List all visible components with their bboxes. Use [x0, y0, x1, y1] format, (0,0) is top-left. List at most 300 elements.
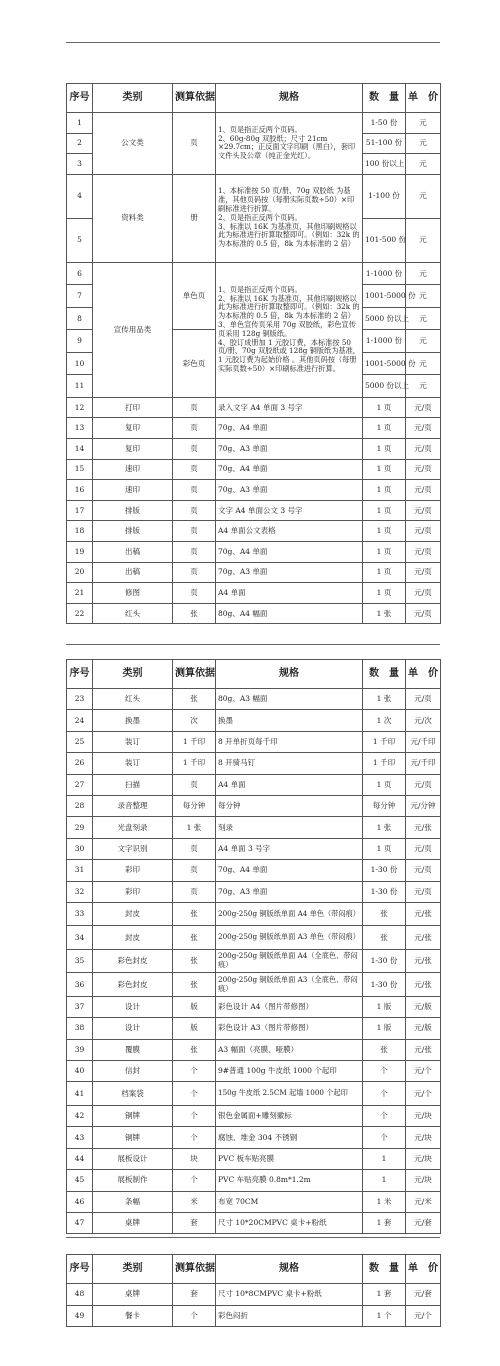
table-row: 2 51-100 份 元	[67, 133, 441, 154]
row-number: 22	[67, 603, 93, 624]
spec-cell: 70g、A3 单面	[216, 881, 363, 902]
row-number: 33	[67, 902, 93, 926]
quantity-cell: 1 页	[363, 500, 406, 521]
row-number: 13	[67, 418, 93, 439]
table-row	[67, 1018, 441, 1039]
table-row	[67, 583, 441, 604]
category-cell: 条幅	[93, 1191, 173, 1212]
category-cell: 装订	[93, 753, 173, 774]
row-number: 23	[67, 689, 93, 710]
price-cell: 元/版	[406, 1018, 441, 1039]
header-no: 序号	[67, 84, 93, 113]
basis-cell: 张	[173, 973, 216, 997]
basis-cell: 张	[173, 902, 216, 926]
category-cell: 公文类	[93, 113, 173, 175]
price-cell: 元/张	[406, 817, 441, 838]
basis-cell: 页	[173, 397, 216, 418]
price-cell: 元/页	[406, 397, 441, 418]
spec-cell: 70g、A3 单面	[216, 438, 363, 459]
spec-cell: 银色金属面+雕刻徽标	[216, 1105, 363, 1126]
price-cell: 元/张	[406, 949, 441, 973]
table-row	[67, 603, 441, 624]
table-row	[67, 973, 441, 997]
table-row	[67, 1039, 441, 1060]
basis-cell: 米	[173, 1191, 216, 1212]
quantity-cell: 1 张	[363, 689, 406, 710]
price-cell: 元/块	[406, 1105, 441, 1126]
spec-cell: 1、本标准按 50 页/册、70g 双胶纸 为基准，其他页码按（每册实际页数÷50）×印刷标准进行折算。 2、页是指正反两个页码。 3、标准以 16K 为基准页，其他印刷规格以此为标准进行折算取整即可。（例如：32k 的为本标准的 0.5 倍，8k 为本标准的 2 倍）	[216, 174, 363, 262]
basis-cell: 页	[173, 774, 216, 795]
basis-cell: 单色页	[173, 262, 216, 330]
basis-cell: 个	[173, 1170, 216, 1191]
price-cell: 元/个	[406, 1082, 441, 1106]
header-spec: 规格	[216, 1255, 363, 1284]
quantity-cell: 1 页	[363, 480, 406, 501]
spec-cell: 彩色闷折	[216, 1305, 363, 1327]
category-cell: 速印	[93, 459, 173, 480]
table-row	[67, 795, 441, 816]
row-number: 21	[67, 583, 93, 604]
category-cell: 展板设计	[93, 1148, 173, 1169]
table-header-row	[67, 660, 441, 689]
spec-cell: 70g、A4 单面	[216, 459, 363, 480]
row-number: 18	[67, 521, 93, 542]
price-cell: 元/套	[406, 1284, 441, 1306]
table-row: 11 5000 份以上 元	[67, 375, 441, 398]
price-cell: 元/块	[406, 1148, 441, 1169]
quantity-cell: 1 页	[363, 562, 406, 583]
basis-cell: 块	[173, 1148, 216, 1169]
category-cell: 彩色封皮	[93, 949, 173, 973]
price-cell: 元/页	[406, 541, 441, 562]
table-row	[67, 1148, 441, 1169]
price-cell: 元/张	[406, 902, 441, 926]
price-cell: 元/页	[406, 418, 441, 439]
spec-cell: 录入文字 A4 单面 3 号字	[216, 397, 363, 418]
price-cell: 元/版	[406, 996, 441, 1017]
basis-cell: 页	[173, 480, 216, 501]
quantity-cell: 1 套	[363, 1212, 406, 1233]
spec-cell: A4 单面 3 号字	[216, 838, 363, 859]
basis-cell: 页	[173, 838, 216, 859]
quantity-cell: 1 版	[363, 1018, 406, 1039]
row-number: 38	[67, 1018, 93, 1039]
row-number: 29	[67, 817, 93, 838]
basis-cell: 页	[173, 562, 216, 583]
table-row	[67, 500, 441, 521]
row-number: 28	[67, 795, 93, 816]
spec-cell: A4 单面	[216, 774, 363, 795]
spec-cell: 200g-250g 铜版纸单面 A4 单色（带闷痕）	[216, 902, 363, 926]
table-row: 1 公文类 页 1、页是指正反两个页码。 2、60g-80g 双胶纸；尺寸 21cm ×29.7cm；正反面文字印刷（黑白），套印文件头及公章（纯正金光红）。 1-50 份 元	[67, 113, 441, 134]
quantity-cell: 1-30 份	[363, 949, 406, 973]
quantity-cell: 1 页	[363, 459, 406, 480]
spec-cell: 80g、A4 幅面	[216, 603, 363, 624]
category-cell: 封皮	[93, 902, 173, 926]
price-cell: 元/页	[406, 500, 441, 521]
table-row	[67, 753, 441, 774]
basis-cell: 个	[173, 1082, 216, 1106]
basis-cell: 页	[173, 881, 216, 902]
quantity-cell: 1 套	[363, 1284, 406, 1306]
price-cell: 元/个	[406, 1061, 441, 1082]
quantity-cell: 1 张	[363, 817, 406, 838]
header-quantity: 数 量	[363, 660, 406, 689]
quantity-cell: 1-30 份	[363, 860, 406, 881]
table-row	[67, 418, 441, 439]
row-number: 46	[67, 1191, 93, 1212]
spec-cell: 尺寸 10*20CMPVC 桌卡+粉纸	[216, 1212, 363, 1233]
row-number: 39	[67, 1039, 93, 1060]
header-quantity: 数 量	[363, 84, 406, 113]
spec-cell: 尺寸 10*8CMPVC 桌卡+粉纸	[216, 1284, 363, 1306]
header-basis: 测算依据	[173, 660, 216, 689]
basis-cell: 个	[173, 1105, 216, 1126]
table-row	[67, 774, 441, 795]
price-cell: 元/页	[406, 583, 441, 604]
basis-cell: 页	[173, 438, 216, 459]
category-cell: 录音整理	[93, 795, 173, 816]
category-cell: 封皮	[93, 926, 173, 950]
table-row: 4 资料类 册 1、本标准按 50 页/册、70g 双胶纸 为基准，其他页码按（每册实际页数÷50）×印刷标准进行折算。 2、页是指正反两个页码。 3、标准以 16K 为基准页，其他印刷规格以此为标准进行折算取整即可。（例如：32k 的为本标准的 0.5 倍，8k 为本标准的 2 倍） 1-100 份 元	[67, 174, 441, 218]
row-number: 32	[67, 881, 93, 902]
row-number: 36	[67, 973, 93, 997]
spec-cell: 8 开骑马钉	[216, 753, 363, 774]
table-row: 3 100 份以上 元	[67, 154, 441, 175]
row-number: 24	[67, 710, 93, 731]
row-number: 37	[67, 996, 93, 1017]
table-row: 5 101-500 份 元	[67, 218, 441, 262]
row-number: 44	[67, 1148, 93, 1169]
basis-cell: 张	[173, 689, 216, 710]
spec-cell: PVC 车贴亮膜 0.8m*1.2m	[216, 1170, 363, 1191]
table-row	[67, 731, 441, 752]
category-cell: 排版	[93, 521, 173, 542]
header-category: 类别	[93, 1255, 173, 1284]
basis-cell: 1 千印	[173, 753, 216, 774]
table-row: 6 宣传用品类 单色页 1、页是指正反两个页码。 2、标准以 16K 为基准页，其他印刷规格以此为标准进行折算取整即可。（例如：32k 的为本标准的 0.5 倍，8k 为本标准的 2 倍） 3、单色宣传页采用 70g 双胶纸，彩色宣传页采用 128g 铜版纸。 4、胶订成册加 1 元胶订费，本标准按 50 页/册、70g 双胶纸或 128g 铜版纸为基准，1 元胶订费为起始价格 。其他页码按（每册实际页数÷50）×印刷标准进行折算。 1-1000 份 元	[67, 262, 441, 285]
quantity-cell: 1 页	[363, 438, 406, 459]
row-number: 17	[67, 500, 93, 521]
category-cell: 修图	[93, 583, 173, 604]
spec-cell: 布宽 70CM	[216, 1191, 363, 1212]
table-row	[67, 1061, 441, 1082]
category-cell: 彩色封皮	[93, 973, 173, 997]
table-row	[67, 926, 441, 950]
quantity-cell: 1	[363, 1148, 406, 1169]
spec-cell: A4 单面	[216, 583, 363, 604]
price-cell: 元/千印	[406, 731, 441, 752]
quantity-cell: 1 千印	[363, 753, 406, 774]
table-row	[67, 1082, 441, 1106]
price-cell: 元/页	[406, 881, 441, 902]
top-rule	[66, 42, 440, 43]
category-cell: 打印	[93, 397, 173, 418]
category-cell: 彩印	[93, 860, 173, 881]
row-number: 48	[67, 1284, 93, 1306]
row-number: 43	[67, 1127, 93, 1148]
table-row	[67, 1105, 441, 1126]
table-row: 10 1001-5000 份 元	[67, 352, 441, 375]
category-cell: 红头	[93, 689, 173, 710]
category-cell: 速印	[93, 480, 173, 501]
price-cell: 元/页	[406, 603, 441, 624]
category-cell: 出稿	[93, 541, 173, 562]
table-header-row	[67, 84, 441, 113]
quantity-cell: 张	[363, 1039, 406, 1060]
row-number: 45	[67, 1170, 93, 1191]
basis-cell: 个	[173, 1061, 216, 1082]
row-number: 12	[67, 397, 93, 418]
basis-cell: 套	[173, 1212, 216, 1233]
quantity-cell: 1 千印	[363, 731, 406, 752]
price-cell: 元/页	[406, 480, 441, 501]
spec-cell: 200g-250g 铜版纸单面 A3（全底色、带闷痕）	[216, 973, 363, 997]
basis-cell: 彩色页	[173, 330, 216, 398]
price-cell: 元/页	[406, 689, 441, 710]
basis-cell: 个	[173, 1305, 216, 1327]
row-number: 40	[67, 1061, 93, 1082]
category-cell: 铜牌	[93, 1127, 173, 1148]
category-cell: 彩印	[93, 881, 173, 902]
category-cell: 档案袋	[93, 1082, 173, 1106]
table-row	[67, 710, 441, 731]
quantity-cell: 个	[363, 1082, 406, 1106]
table-row: 9 彩色页 1-1000 份 元	[67, 330, 441, 353]
header-category: 类别	[93, 660, 173, 689]
section-rule-2	[66, 1237, 440, 1238]
basis-cell: 页	[173, 418, 216, 439]
quantity-cell: 张	[363, 926, 406, 950]
row-number: 27	[67, 774, 93, 795]
table-row	[67, 996, 441, 1017]
spec-cell: 150g 牛皮纸 2.5CM 起墙 1000 个起印	[216, 1082, 363, 1106]
basis-cell: 页	[173, 521, 216, 542]
spec-cell: 换墨	[216, 710, 363, 731]
table-row	[67, 1127, 441, 1148]
basis-cell: 个	[173, 1127, 216, 1148]
basis-cell: 页	[173, 583, 216, 604]
spec-cell: 1、页是指正反两个页码。 2、标准以 16K 为基准页，其他印刷规格以此为标准进行折算取整即可。（例如：32k 的为本标准的 0.5 倍，8k 为本标准的 2 倍） 3、单色宣传页采用 70g 双胶纸，彩色宣传页采用 128g 铜版纸。 4、胶订成册加 1 元胶订费，本标准按 50 页/册、70g 双胶纸或 128g 铜版纸为基准，1 元胶订费为起始价格 。其他页码按（每册实际页数÷50）×印刷标准进行折算。	[216, 262, 363, 397]
category-cell: 复印	[93, 438, 173, 459]
price-cell: 元/页	[406, 838, 441, 859]
price-cell: 元/张	[406, 973, 441, 997]
spec-cell: 刻录	[216, 817, 363, 838]
basis-cell: 页	[173, 860, 216, 881]
basis-cell: 页	[173, 500, 216, 521]
table-row	[67, 902, 441, 926]
category-cell: 信封	[93, 1061, 173, 1082]
row-number: 15	[67, 459, 93, 480]
table-row	[67, 438, 441, 459]
quantity-cell: 1 次	[363, 710, 406, 731]
price-cell: 元/个	[406, 1305, 441, 1327]
header-price: 单 价	[406, 1255, 441, 1284]
quantity-cell: 1 页	[363, 541, 406, 562]
table-row	[67, 838, 441, 859]
header-spec: 规格	[216, 84, 363, 113]
table-row: 8 5000 份以上 元	[67, 307, 441, 330]
quantity-cell: 1 米	[363, 1191, 406, 1212]
quantity-cell: 1 页	[363, 521, 406, 542]
spec-cell: 70g、A4 单面	[216, 418, 363, 439]
price-cell: 元/页	[406, 459, 441, 480]
quantity-cell: 每分钟	[363, 795, 406, 816]
price-cell: 元/套	[406, 1212, 441, 1233]
header-quantity: 数 量	[363, 1255, 406, 1284]
category-cell: 文字识别	[93, 838, 173, 859]
basis-cell: 每分钟	[173, 795, 216, 816]
quantity-cell: 个	[363, 1061, 406, 1082]
row-number: 25	[67, 731, 93, 752]
table-row	[67, 881, 441, 902]
spec-cell: 70g、A4 单面	[216, 860, 363, 881]
quantity-cell: 1 版	[363, 996, 406, 1017]
category-cell: 设计	[93, 1018, 173, 1039]
basis-cell: 页	[173, 541, 216, 562]
header-category: 类别	[93, 84, 173, 113]
basis-cell: 张	[173, 926, 216, 950]
quantity-cell: 1 个	[363, 1305, 406, 1327]
price-cell: 元/千印	[406, 753, 441, 774]
quantity-cell: 1-30 份	[363, 973, 406, 997]
table-row	[67, 1212, 441, 1233]
category-cell: 复印	[93, 418, 173, 439]
header-price: 单 价	[406, 84, 441, 113]
row-number: 14	[67, 438, 93, 459]
price-cell: 元/块	[406, 1127, 441, 1148]
table-row	[67, 541, 441, 562]
table-row	[67, 562, 441, 583]
quantity-cell: 个	[363, 1127, 406, 1148]
spec-cell: 腐蚀、堆金 304 不锈钢	[216, 1127, 363, 1148]
price-cell: 元/页	[406, 438, 441, 459]
category-cell: 设计	[93, 996, 173, 1017]
spec-cell: 70g、A3 单面	[216, 480, 363, 501]
basis-cell: 册	[173, 174, 216, 262]
basis-cell: 张	[173, 603, 216, 624]
price-cell: 元/页	[406, 521, 441, 542]
basis-cell: 张	[173, 949, 216, 973]
row-number: 42	[67, 1105, 93, 1126]
quantity-cell: 1 页	[363, 774, 406, 795]
category-cell: 覆膜	[93, 1039, 173, 1060]
basis-cell: 版	[173, 1018, 216, 1039]
spec-cell: 文字 A4 单面公文 3 号字	[216, 500, 363, 521]
spec-cell: 1、页是指正反两个页码。 2、60g-80g 双胶纸；尺寸 21cm ×29.7cm；正反面文字印刷（黑白），套印文件头及公章（纯正金光红）。	[216, 113, 363, 175]
spec-cell: PVC 板车贴亮膜	[216, 1148, 363, 1169]
price-cell: 元/页	[406, 774, 441, 795]
category-cell: 出稿	[93, 562, 173, 583]
header-no: 序号	[67, 1255, 93, 1284]
header-basis: 测算依据	[173, 1255, 216, 1284]
category-cell: 宣传用品类	[93, 262, 173, 397]
category-cell: 红头	[93, 603, 173, 624]
table-row	[67, 1191, 441, 1212]
price-table-2	[66, 659, 441, 1234]
table-row	[67, 860, 441, 881]
header-spec: 规格	[216, 660, 363, 689]
basis-cell: 1 张	[173, 817, 216, 838]
table-row	[67, 949, 441, 973]
category-cell: 桌牌	[93, 1284, 173, 1306]
table-row	[67, 817, 441, 838]
category-cell: 排版	[93, 500, 173, 521]
quantity-cell: 1-30 份	[363, 881, 406, 902]
quantity-cell: 张	[363, 902, 406, 926]
price-cell: 元/次	[406, 710, 441, 731]
quantity-cell: 1 页	[363, 583, 406, 604]
row-number: 49	[67, 1305, 93, 1327]
quantity-cell: 1 张	[363, 603, 406, 624]
basis-cell: 张	[173, 1039, 216, 1060]
table-row	[67, 397, 441, 418]
category-cell: 餐卡	[93, 1305, 173, 1327]
quantity-cell: 1 页	[363, 418, 406, 439]
category-cell: 展板制作	[93, 1170, 173, 1191]
spec-cell: 80g、A3 幅面	[216, 689, 363, 710]
spec-cell: 200g-250g 铜版纸单面 A3 单色（带闷痕）	[216, 926, 363, 950]
basis-cell: 页	[173, 113, 216, 175]
row-number: 35	[67, 949, 93, 973]
price-cell: 元/张	[406, 1039, 441, 1060]
price-cell: 元/分钟	[406, 795, 441, 816]
basis-cell: 版	[173, 996, 216, 1017]
table-row: 7 1001-5000 份 元	[67, 285, 441, 308]
quantity-cell: 个	[363, 1105, 406, 1126]
spec-cell: 70g、A4 单面	[216, 541, 363, 562]
section-rule-1	[66, 644, 440, 645]
category-cell: 资料类	[93, 174, 173, 262]
row-number: 47	[67, 1212, 93, 1233]
table-row	[67, 1170, 441, 1191]
basis-cell: 套	[173, 1284, 216, 1306]
row-number: 31	[67, 860, 93, 881]
quantity-cell: 1 页	[363, 397, 406, 418]
table-row	[67, 521, 441, 542]
quantity-cell: 1 页	[363, 838, 406, 859]
row-number: 26	[67, 753, 93, 774]
category-cell: 换墨	[93, 710, 173, 731]
spec-cell: 8 开单折页每千印	[216, 731, 363, 752]
header-no: 序号	[67, 660, 93, 689]
price-table-3	[66, 1254, 441, 1327]
category-cell: 光盘刻录	[93, 817, 173, 838]
category-cell: 扫描	[93, 774, 173, 795]
row-number: 19	[67, 541, 93, 562]
basis-cell: 页	[173, 459, 216, 480]
category-cell: 铜牌	[93, 1105, 173, 1126]
basis-cell: 1 千印	[173, 731, 216, 752]
basis-cell: 次	[173, 710, 216, 731]
row-number: 30	[67, 838, 93, 859]
table-row	[67, 689, 441, 710]
price-table-1	[66, 83, 441, 624]
header-price: 单 价	[406, 660, 441, 689]
table-row	[67, 480, 441, 501]
price-cell: 元/张	[406, 926, 441, 950]
row-number: 34	[67, 926, 93, 950]
spec-cell: A3 幅面（亮膜、哑膜）	[216, 1039, 363, 1060]
spec-cell: A4 单面公文表格	[216, 521, 363, 542]
spec-cell: 彩色设计 A4（图片带修图）	[216, 996, 363, 1017]
category-cell: 桌牌	[93, 1212, 173, 1233]
spec-cell: 彩色设计 A3（图片带修图）	[216, 1018, 363, 1039]
category-cell: 装订	[93, 731, 173, 752]
price-cell: 元/页	[406, 860, 441, 881]
quantity-cell: 1	[363, 1170, 406, 1191]
table-row	[67, 459, 441, 480]
